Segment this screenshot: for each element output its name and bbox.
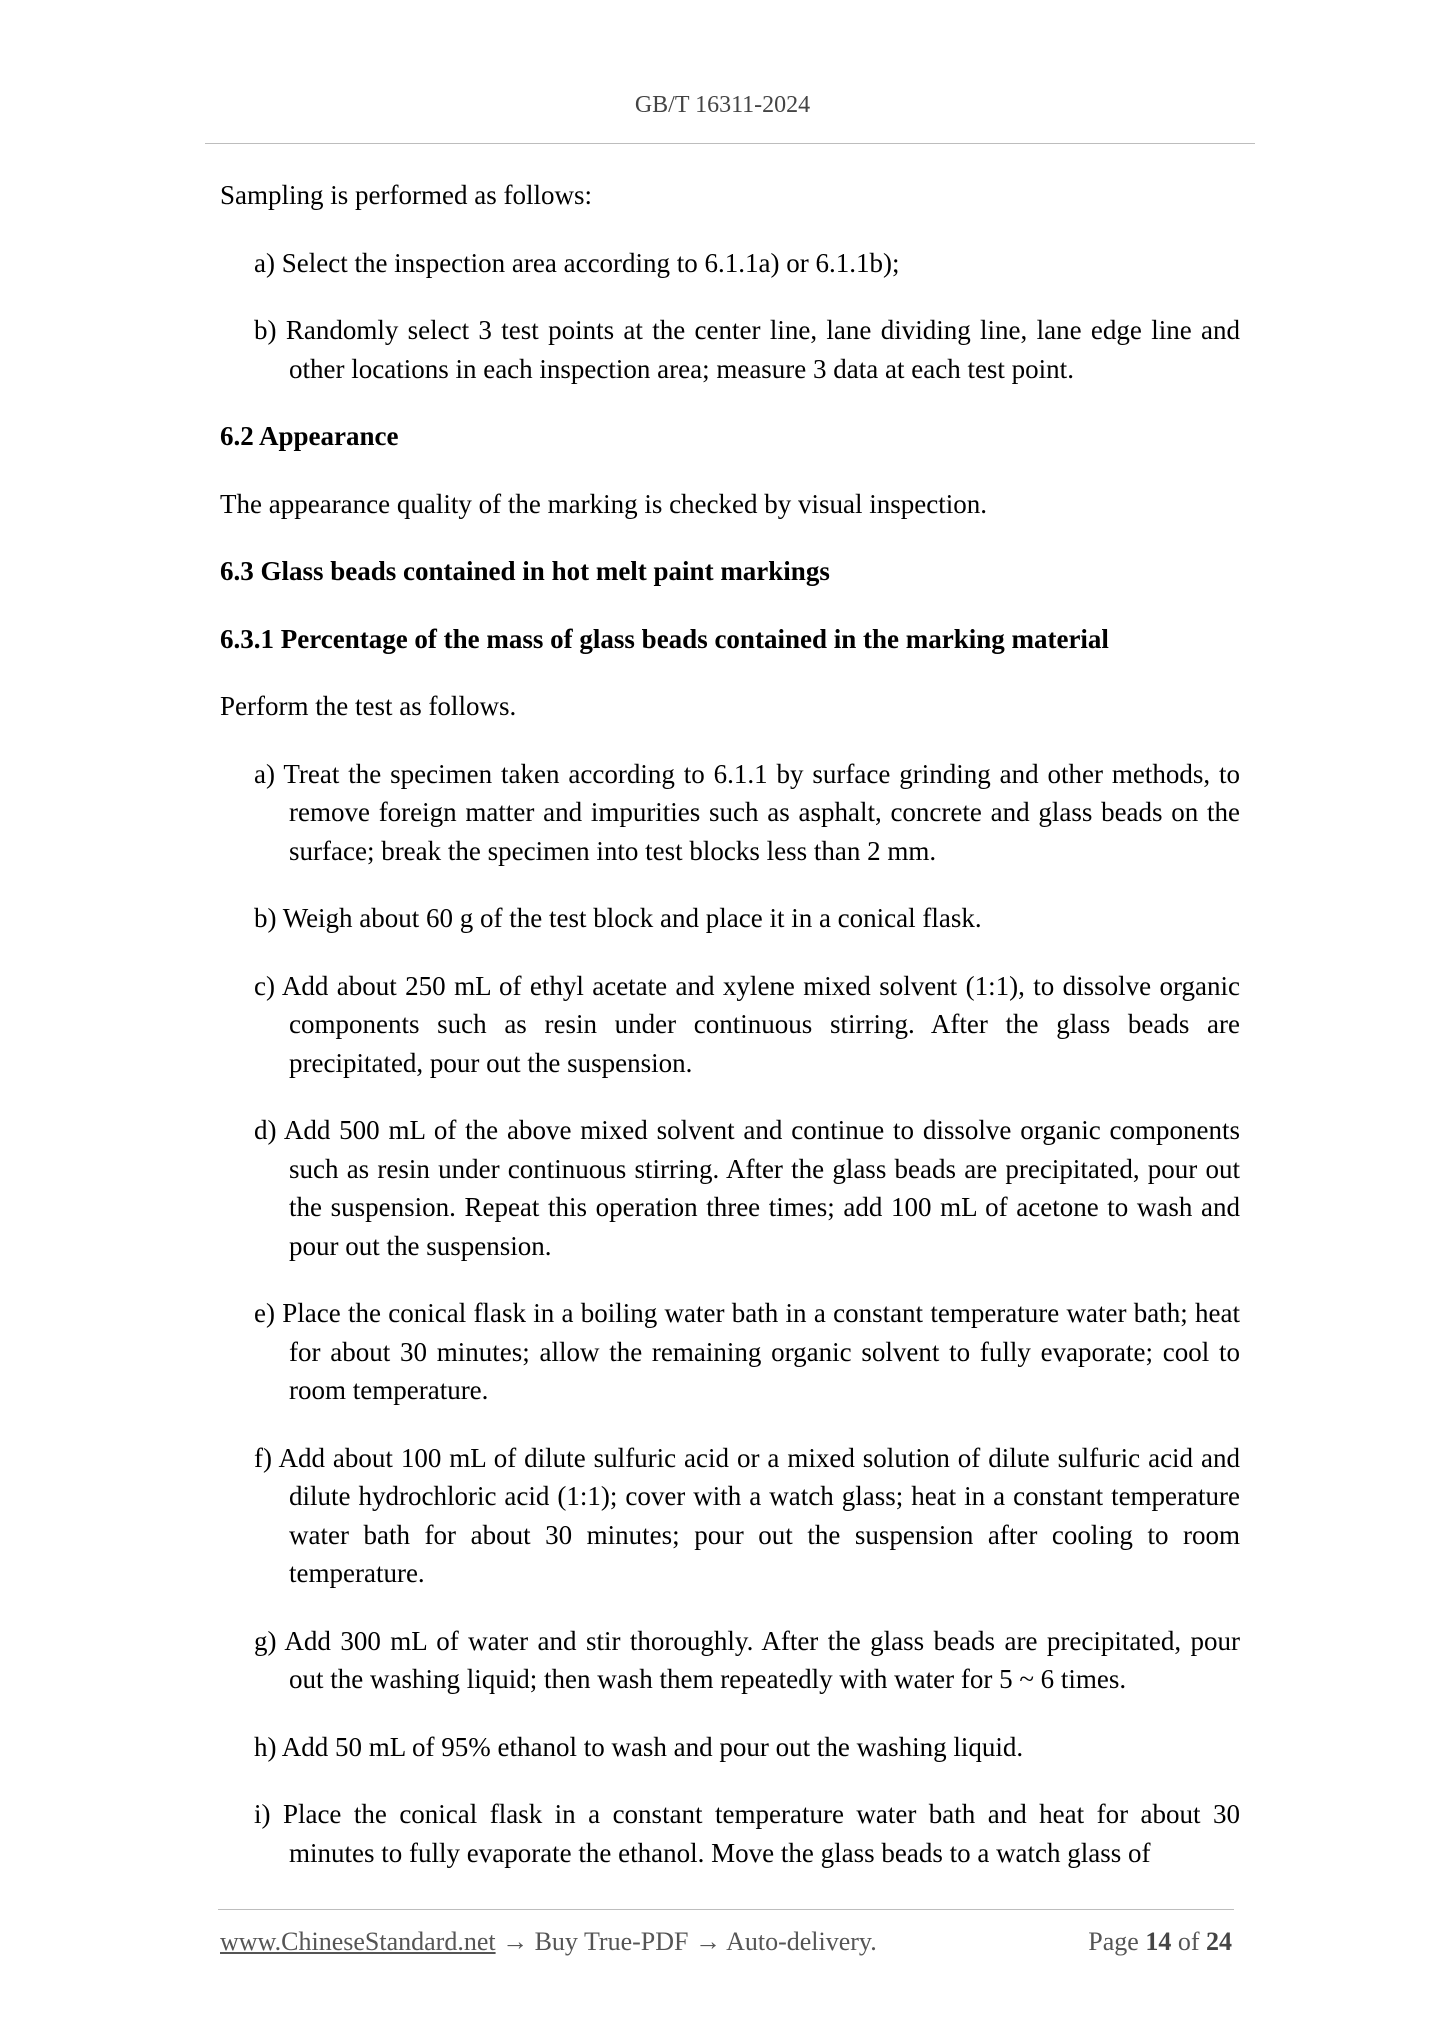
- step-item-h: h) Add 50 mL of 95% ethanol to wash and pour out the washing liquid.: [254, 1731, 1024, 1762]
- step-item-e: e) Place the conical flask in a boiling water bath in a constant temperature water bath; heat for about 30 minutes; allow the remaining organic solvent to fully evaporate; cool to room temperature.: [254, 1298, 1240, 1405]
- step-item-i: i) Place the conical flask in a constant temperature water bath and heat for about 30 minutes to fully evaporate the ethanol. Move the glass beads to a watch glass of: [254, 1799, 1240, 1868]
- step-item-a: a) Treat the specimen taken according to 6.1.1 by surface grinding and other methods, to remove foreign matter and impurities such as asphalt, concrete and glass beads on the surface; break the specimen into test blocks less than 2 mm.: [254, 758, 1240, 866]
- page-indicator: [1088, 1927, 1232, 1957]
- site-link[interactable]: www.ChineseStandard.net: [220, 1927, 496, 1956]
- appearance-text: The appearance quality of the marking is checked by visual inspection.: [220, 488, 987, 519]
- section-heading-6-3-1: 6.3.1 Percentage of the mass of glass beads contained in the marking material: [220, 623, 1109, 654]
- step-item-d: d) Add 500 mL of the above mixed solvent and continue to dissolve organic components such as resin under continuous stirring. After the glass beads are precipitated, pour out the suspension. Repeat this operation three times; add 100 mL of acetone to wash and pour out the suspension.: [254, 1115, 1240, 1261]
- step-item-g: g) Add 300 mL of water and stir thoroughly. After the glass beads are precipitated, pour out the washing liquid; then wash them repeatedly with water for 5 ~ 6 times.: [254, 1625, 1240, 1694]
- document-header: GB/T 16311-2024: [634, 92, 811, 118]
- footer-promo: [220, 1927, 877, 1957]
- arrow-right-icon: →: [502, 1927, 529, 1956]
- delivery-text: Auto-delivery.: [726, 1927, 877, 1956]
- page-content: [220, 176, 1240, 1901]
- header-divider: [205, 143, 1255, 144]
- step-item-c: c) Add about 250 mL of ethyl acetate and xylene mixed solvent (1:1), to dissolve organic components such as resin under continuous stirring. After the glass beads are precipitated, pour out the suspension.: [254, 970, 1240, 1078]
- sampling-intro: Sampling is performed as follows:: [220, 180, 592, 210]
- page-total: 24: [1206, 1927, 1232, 1956]
- footer-divider: [218, 1909, 1234, 1910]
- arrow-right-icon: →: [695, 1927, 721, 1956]
- step-item-b: b) Weigh about 60 g of the test block and place it in a conical flask.: [254, 903, 982, 933]
- page-number: 14: [1145, 1927, 1172, 1956]
- sampling-item-b: b) Randomly select 3 test points at the center line, lane dividing line, lane edge line and other locations in each inspection area; measure 3 data at each test point.: [254, 315, 1240, 384]
- section-heading-6-2: 6.2 Appearance: [220, 421, 399, 451]
- test-intro: Perform the test as follows.: [220, 691, 517, 721]
- section-heading-6-3: 6.3 Glass beads contained in hot melt paint markings: [220, 556, 830, 586]
- buy-text: Buy True-PDF: [534, 1927, 689, 1956]
- page-label: Page: [1088, 1927, 1139, 1956]
- sampling-item-a: a) Select the inspection area according to 6.1.1a) or 6.1.1b);: [254, 247, 900, 278]
- step-item-f: f) Add about 100 mL of dilute sulfuric acid or a mixed solution of dilute sulfuric acid and dilute hydrochloric acid (1:1); cover with a watch glass; heat in a constant temperature water bath for about 30 minutes; pour out the suspension after cooling to room temperature.: [254, 1442, 1240, 1588]
- of-label: of: [1177, 1927, 1200, 1956]
